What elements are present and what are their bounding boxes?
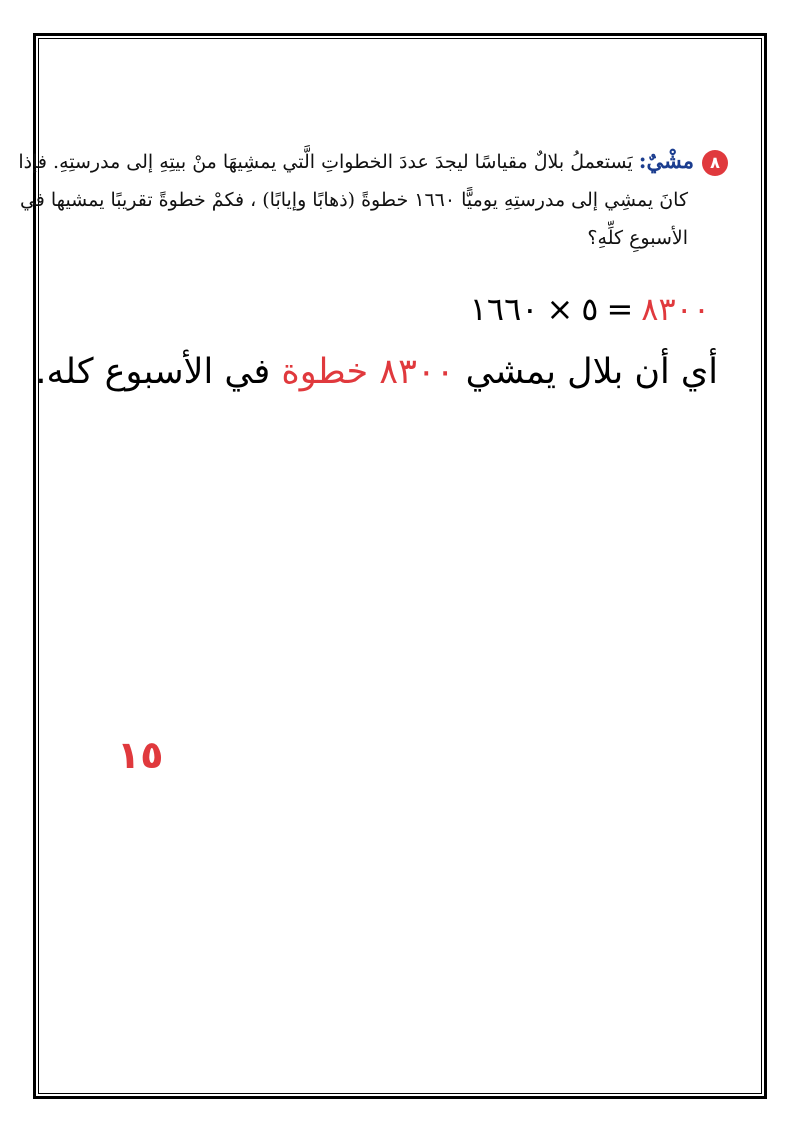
answer-unit: خطوة (281, 352, 369, 392)
equation (470, 290, 710, 328)
question-text-line-1: يَستعملُ بلالٌ مقياسًا ليجدَ عددَ الخطواتِ الَّتي يمشِيهَا منْ بيتِهِ إلى مدرستِهِ. فإذا (18, 151, 633, 173)
answer-sentence (35, 352, 718, 392)
answer-number: ٨٣٠٠ (379, 352, 455, 392)
equation-right-operand: ٥ (581, 290, 599, 328)
equation-operator: × (546, 290, 574, 328)
answer-suffix: في الأسبوع كله. (35, 352, 271, 392)
question-text-line-2: كانَ يمشِي إلى مدرستِهِ يوميًّا ١٦٦٠ خطوةً (ذهابًا وإيابًا) ، فكمْ خطوةً تقريبًا يمشيها في (19, 189, 688, 211)
question-text-line-3: الأسبوعِ كلِّهِ؟ (587, 227, 688, 249)
equation-result: ٨٣٠٠ (641, 290, 710, 328)
question-block (18, 142, 728, 257)
question-line-2 (19, 181, 728, 219)
equation-equals: = (606, 290, 634, 328)
question-line-3 (68, 219, 728, 257)
question-line-1 (18, 142, 728, 181)
page-number: ١٥ (117, 733, 164, 777)
equation-left-operand: ١٦٦٠ (469, 290, 539, 328)
question-keyword: مشْيٌ: (638, 148, 694, 173)
answer-prefix: أي أن بلال يمشي (465, 352, 718, 392)
question-number-badge: ٨ (702, 150, 728, 176)
